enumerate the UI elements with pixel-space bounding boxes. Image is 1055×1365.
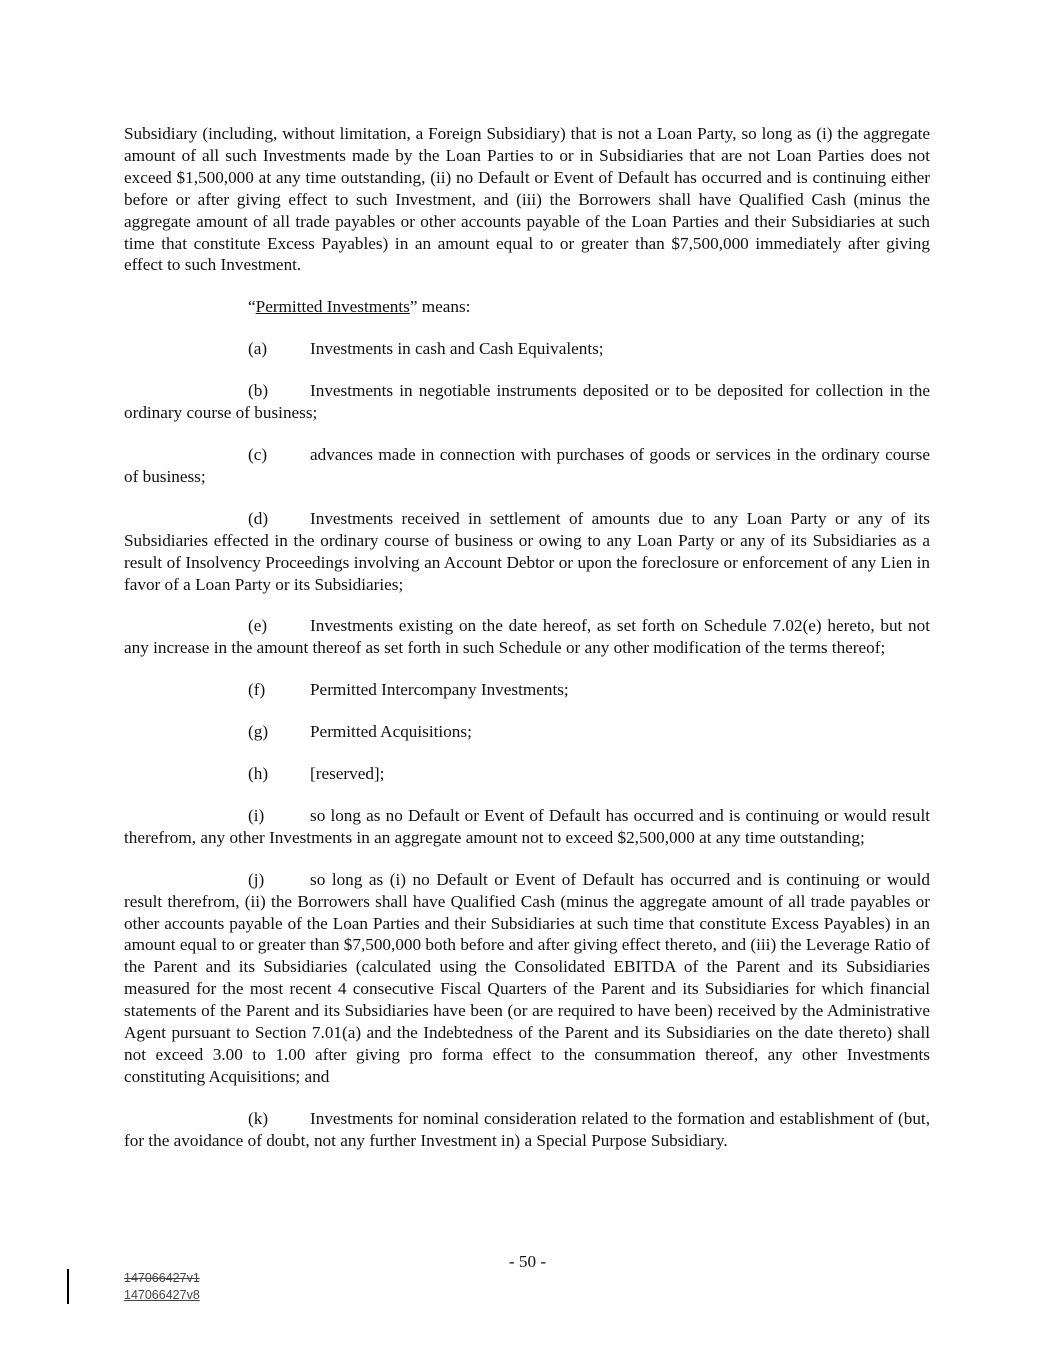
list-item-label: (i) [248,805,265,825]
list-item-text: Investments existing on the date hereof, as set forth on Schedule 7.02(e) hereto, but not any increase in the amount thereof as set forth in such Schedule or any other modification of the terms thereof; [124,616,930,658]
list-item-label: (g) [248,722,269,742]
definition-heading: “Permitted Investments” means: [248,297,471,317]
list-item [124,721,930,743]
list-item-text: Permitted Acquisitions; [310,722,472,742]
document-ids [124,1270,200,1304]
list-item [124,1108,930,1152]
page-number: - 50 - [508,1252,547,1271]
list-item-text: [reserved]; [310,764,385,784]
list-item-text: so long as no Default or Event of Default has occurred and is continuing or would result therefrom, any other Investments in an aggregate amount not to exceed $2,500,000 at any time outstanding; [124,805,930,847]
list-item-label: (f) [248,680,266,700]
doc-id-new: 147066427v8 [124,1288,200,1302]
intro-paragraph: Subsidiary (including, without limitation, a Foreign Subsidiary) that is not a Loan Party, so long as (i) the aggregate amount of all such Investments made by the Loan Parties to or in Subsidiaries that are not Loan Parties does not exceed $1,500,000 at any time outstanding, (ii) no Default or Event of Default has occurred and is continuing either before or after giving effect to such Investment, and (iii) the Borrowers shall have Qualified Cash (minus the aggregate amount of all trade payables or other accounts payable of the Loan Parties and their Subsidiaries at such time that constitute Excess Payables) in an amount equal to or greater than $7,500,000 immediately after giving effect to such Investment. [124,124,930,275]
list-item [124,508,930,596]
defined-term: Permitted Investments [255,297,410,317]
list-item [124,615,930,659]
list-item [124,679,930,701]
list-item-label: (h) [248,764,269,784]
items-list [124,318,930,1151]
list-item-text: Investments in cash and Cash Equivalents; [310,339,604,359]
list-item [124,338,930,360]
list-item-text: advances made in connection with purchases of goods or services in the ordinary course of business; [124,444,930,486]
list-item-text: so long as (i) no Default or Event of Default has occurred and is continuing or would result therefrom, (ii) the Borrowers shall have Qualified Cash (minus the aggregate amount of all trade payables or other accounts payable of the Loan Parties and their Subsidiaries at such time that constitute Excess Payables) in an amount equal to or greater than $7,500,000 both before and after giving effect thereto, and (iii) the Leverage Ratio of the Parent and its Subsidiaries (calculated using the Consolidated EBITDA of the Parent and its Subsidiaries measured for the most recent 4 consecutive Fiscal Quarters of the Parent and its Subsidiaries for which financial statements of the Parent and its Subsidiaries have been (or are required to have been) received by the Administrative Agent pursuant to Section 7.01(a) and the Indebtedness of the Parent and its Subsidiaries on the date thereto) shall not exceed 3.00 to 1.00 after giving pro forma effect to the consummation thereof, any other Investments constituting Acquisitions; and [124,869,930,1086]
list-item-label: (a) [248,339,268,359]
list-item-text: Investments in negotiable instruments deposited or to be deposited for collection in the ordinary course of business; [124,381,930,423]
list-item-text: Investments received in settlement of amounts due to any Loan Party or any of its Subsidiaries effected in the ordinary course of business or owing to any Loan Party or any of its Subsidiaries as a result of Insolvency Proceedings involving an Account Debtor or upon the foreclosure or enforcement of any Lien in favor of a Loan Party or its Subsidiaries; [124,508,930,594]
list-item-label: (b) [248,381,269,401]
list-item-label: (d) [248,508,269,528]
list-item [124,805,930,849]
list-item-text: Investments for nominal consideration related to the formation and establishment of (but, for the avoidance of doubt, not any further Investment in) a Special Purpose Subsidiary. [124,1108,930,1150]
list-item-label: (c) [248,444,268,464]
list-item-text: Permitted Intercompany Investments; [310,680,569,700]
list-item-label: (e) [248,616,268,636]
list-item-label: (j) [248,869,265,889]
document-body [124,123,930,1152]
list-item [124,444,930,488]
list-item [124,380,930,424]
doc-id-old: 147066427v1 [124,1271,200,1285]
list-item-label: (k) [248,1108,269,1128]
change-bar [67,1269,69,1304]
list-item [124,763,930,785]
list-item [124,869,930,1088]
